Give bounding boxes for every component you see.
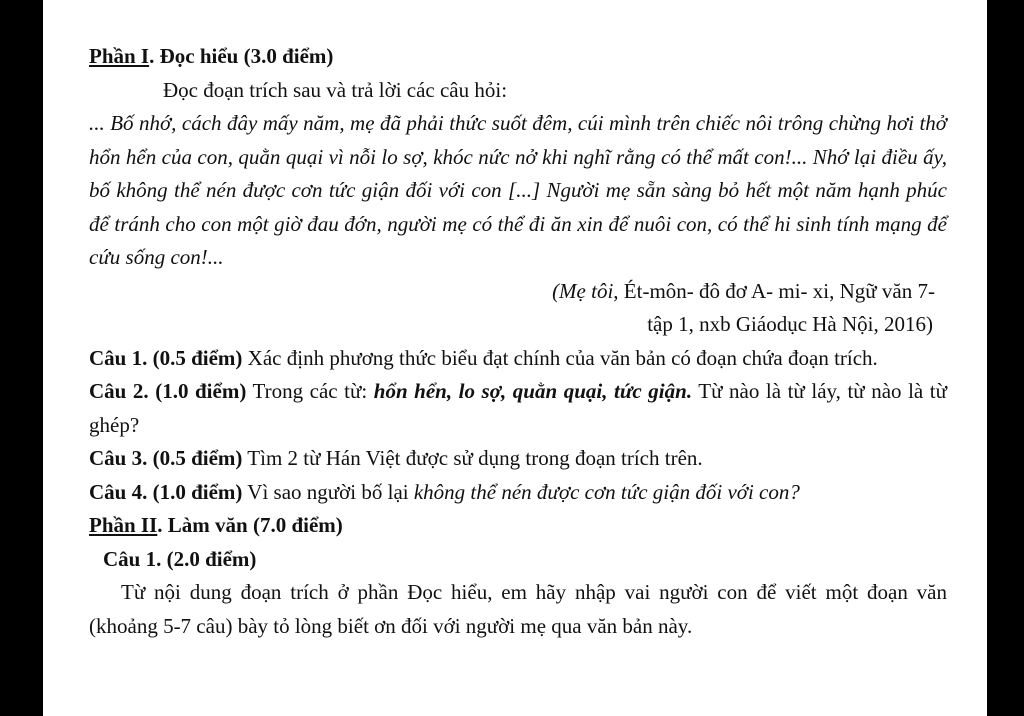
question-3 [89, 442, 947, 476]
part2-title: . Làm văn (7.0 điểm) [157, 513, 343, 537]
part2-question-1-label: Câu 1. (2.0 điểm) [103, 546, 257, 571]
document-page [43, 0, 987, 716]
question-1-text: Xác định phương thức biểu đạt chính của văn bản có đoạn chứa đoạn trích. [242, 345, 878, 370]
question-1-label: Câu 1. (0.5 điểm) [89, 345, 243, 370]
question-2-label: Câu 2. (1.0 điểm) [89, 379, 247, 403]
question-4-label: Câu 4. (1.0 điểm) [89, 479, 243, 504]
part1-heading [89, 40, 947, 74]
question-3-label: Câu 3. (0.5 điểm) [89, 446, 243, 470]
question-2-text-after: Từ nào là từ láy, từ nào là từ ghép? [89, 379, 948, 437]
part2-question-1-text: Từ nội dung đoạn trích ở phần Đọc hiểu, em hãy nhập vai người con để viết một đoạn văn (khoảng 5-7 câu) bày tỏ lòng biết ơn đối với người mẹ qua văn bản này. [89, 580, 947, 638]
instruction: Đọc đoạn trích sau và trả lời các câu hỏi: [163, 77, 508, 102]
question-4-text-before: Vì sao người bố lại [242, 479, 414, 504]
passage-text: ... Bố nhớ, cách đây mấy năm, mẹ đã phải thức suốt đêm, cúi mình trên chiếc nôi trông chừng hơi thở hổn hển của con, quằn quại vì nỗi lo sợ, khóc nức nở khi nghĩ rằng có thể mất con!... Nhớ lại điều ấy, bố không thể nén được cơn tức giận đối với con [...] Người mẹ sẵn sàng bỏ hết một năm hạnh phúc để tránh cho con một giờ đau đớn, người mẹ có thể đi ăn xin để nuôi con, có thể hi sinh tính mạng để cứu sống con!... [89, 111, 947, 269]
question-2-text-before: Trong các từ: [246, 379, 374, 403]
source-citation-line2: tập 1, nxb Giáodục Hà Nội, 2016) [647, 312, 933, 336]
question-3-text: Tìm 2 từ Hán Việt được sử dụng trong đoạn trích trên. [242, 446, 703, 470]
exam-document [89, 40, 947, 643]
source-author: , Ét-môn- đô đơ A- mi- xi, Ngữ văn 7- [613, 278, 935, 303]
part1-label: Phần I [89, 44, 150, 68]
source-citation-line1 [89, 275, 947, 309]
part2-label: Phần II [89, 513, 158, 537]
source-title: (Mẹ tôi [552, 278, 614, 303]
question-2-emphasis: hổn hển, lo sợ, quằn quại, tức giận. [373, 379, 693, 403]
question-4 [89, 476, 947, 510]
question-4-emphasis: không thể nén được cơn tức giận đối với con? [413, 479, 800, 504]
part1-title: . Đọc hiểu (3.0 điểm) [149, 44, 334, 68]
question-2 [89, 375, 947, 442]
part2-heading [89, 509, 947, 543]
question-1 [89, 342, 947, 376]
